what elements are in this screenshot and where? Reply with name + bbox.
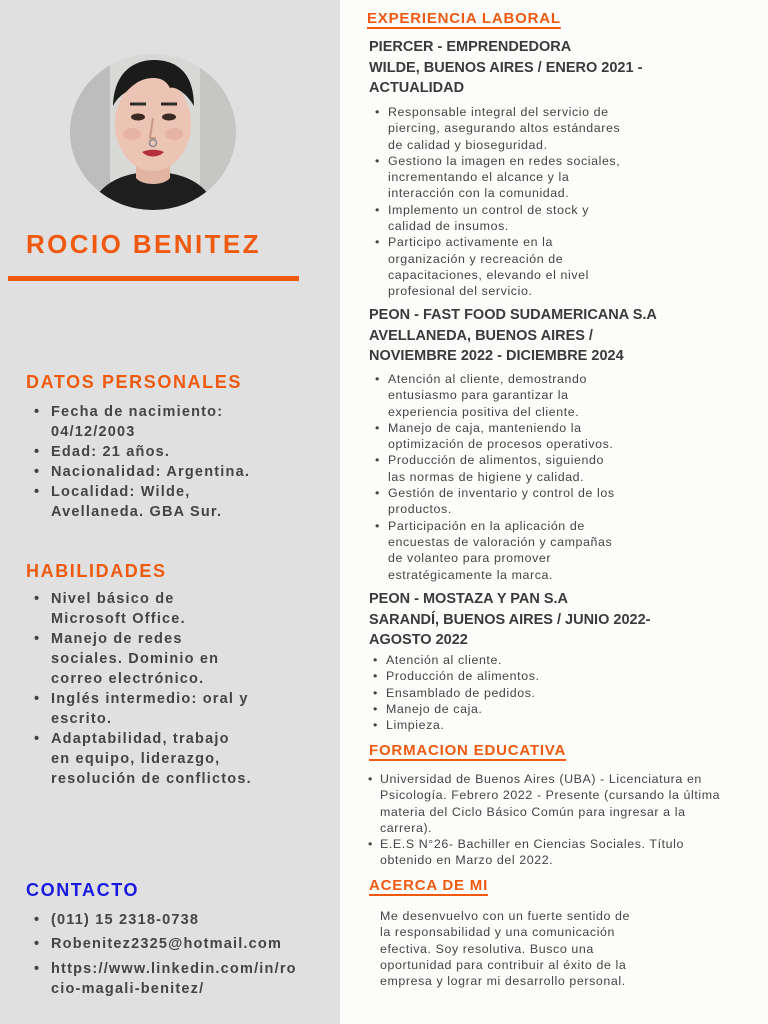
profile-photo — [70, 54, 236, 210]
list-item: • Producción de alimentos. — [373, 668, 540, 684]
job-2-bullets — [375, 371, 615, 583]
list-item: • Atención al cliente. — [373, 652, 540, 668]
acerca-heading: ACERCA DE MI — [369, 877, 489, 894]
formacion-list — [368, 771, 720, 869]
name-divider — [8, 276, 299, 281]
list-item: • Manejo de caja, manteniendo la optimización de procesos operativos. — [375, 420, 615, 453]
list-item: • Localidad: Wilde, Avellaneda. GBA Sur. — [26, 482, 250, 522]
experiencia-heading: EXPERIENCIA LABORAL — [367, 10, 561, 27]
formacion-heading: FORMACION EDUCATIVA — [369, 742, 567, 759]
phone-number: • (011) 15 2318-0738 — [26, 910, 297, 930]
datos-personales-heading: DATOS PERSONALES — [26, 372, 242, 392]
job-3-bullets — [373, 652, 540, 733]
list-item: • Atención al cliente, demostrando entusiasmo para garantizar la experiencia positiva del cliente. — [375, 371, 615, 420]
list-item: • Gestión de inventario y control de los productos. — [375, 485, 615, 518]
list-item: • Nacionalidad: Argentina. — [26, 462, 250, 482]
datos-personales-list — [26, 402, 250, 522]
list-item: • Universidad de Buenos Aires (UBA) - Licenciatura en Psicología. Febrero 2022 - Presente (cursando la última materia del Ciclo Básico Común para ingresar a la carrera). — [368, 771, 720, 836]
list-item: • Nivel básico de Microsoft Office. — [26, 589, 252, 629]
profile-portrait — [70, 54, 236, 210]
list-item: • Implemento un control de stock y calidad de insumos. — [375, 202, 620, 235]
list-item: • Participo activamente en la organización y recreación de capacitaciones, elevando el nivel profesional del servicio. — [375, 234, 620, 299]
list-item: • Adaptabilidad, trabajo en equipo, liderazgo, resolución de conflictos. — [26, 729, 252, 789]
list-item: • Ensamblado de pedidos. — [373, 685, 540, 701]
job-1-bullets — [375, 104, 620, 300]
list-item: • Gestiono la imagen en redes sociales, incrementando el alcance y la interacción con la comunidad. — [375, 153, 620, 202]
list-item: • E.E.S N°26- Bachiller en Ciencias Sociales. Título obtenido en Marzo del 2022. — [368, 836, 720, 869]
contacto-list — [26, 910, 297, 999]
habilidades-heading: HABILIDADES — [26, 561, 167, 581]
job-title-3: PEON - MOSTAZA Y PAN S.A SARANDÍ, BUENOS AIRES / JUNIO 2022- AGOSTO 2022 — [369, 591, 651, 648]
habilidades-list — [26, 589, 252, 789]
contacto-heading: CONTACTO — [26, 880, 140, 900]
list-item: • Fecha de nacimiento: 04/12/2003 — [26, 402, 250, 442]
list-item: • Producción de alimentos, siguiendo las normas de higiene y calidad. — [375, 452, 615, 485]
email-link[interactable]: • Robenitez2325@hotmail.com — [26, 934, 297, 954]
list-item: • Responsable integral del servicio de piercing, asegurando altos estándares de calidad y bioseguridad. — [375, 104, 620, 153]
list-item: • Limpieza. — [373, 717, 540, 733]
list-item: • Inglés intermedio: oral y escrito. — [26, 689, 252, 729]
job-title-2: PEON - FAST FOOD SUDAMERICANA S.A AVELLANEDA, BUENOS AIRES / NOVIEMBRE 2022 - DICIEMBRE 2024 — [369, 307, 657, 364]
about-text: Me desenvuelvo con un fuerte sentido de la responsabilidad y una comunicación efectiva. Soy resolutiva. Busco una oportunidad para contribuir al éxito de la empresa y lograr mi desarrollo personal. — [380, 909, 631, 989]
list-item: • Participación en la aplicación de encuestas de valoración y campañas de volanteo para promover estratégicamente la marca. — [375, 518, 615, 583]
list-item: • Edad: 21 años. — [26, 442, 250, 462]
candidate-name: ROCIO BENITEZ — [26, 229, 261, 259]
list-item: • Manejo de caja. — [373, 701, 540, 717]
linkedin-link[interactable]: • https://www.linkedin.com/in/ro cio-magali-benitez/ — [26, 959, 297, 999]
job-title-1: PIERCER - EMPRENDEDORA WILDE, BUENOS AIRES / ENERO 2021 - ACTUALIDAD — [369, 39, 643, 96]
list-item: • Manejo de redes sociales. Dominio en correo electrónico. — [26, 629, 252, 689]
